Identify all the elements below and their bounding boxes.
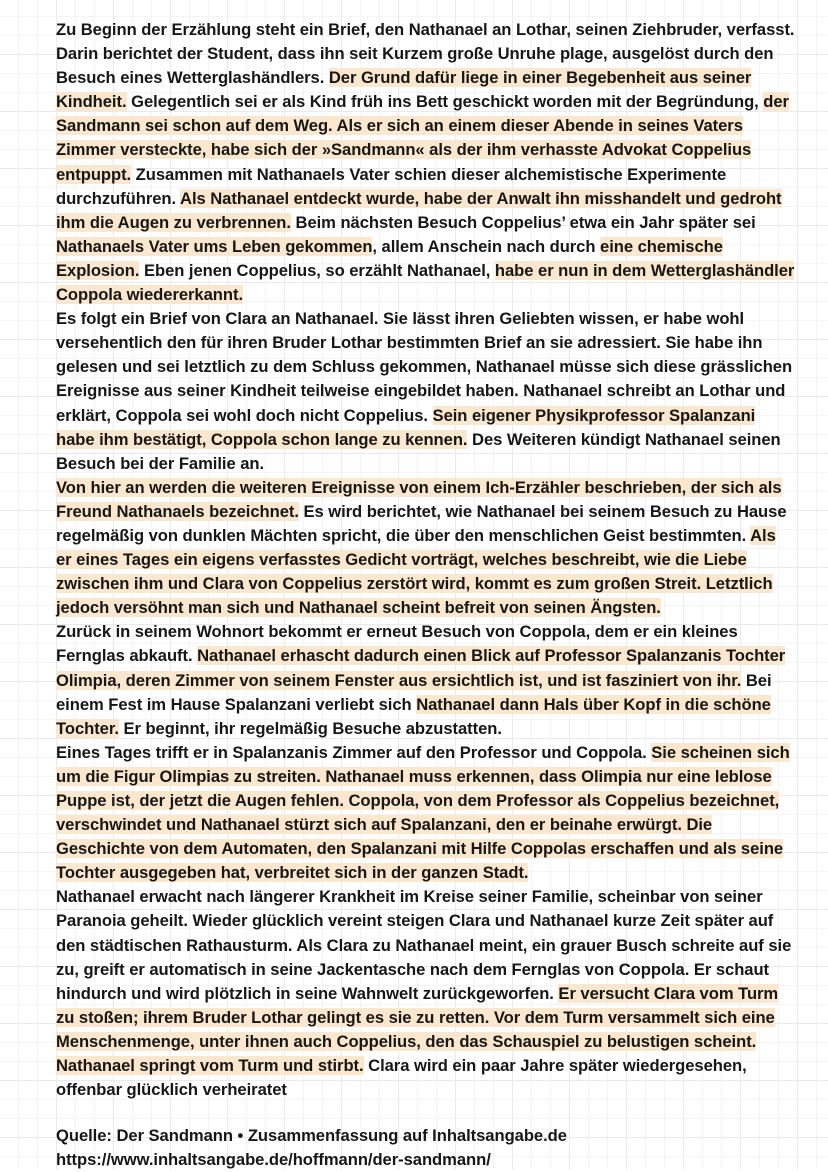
highlighted-text: Nathanael dann Hals über Kopf in die schöne Tochter. bbox=[56, 694, 771, 738]
paragraph bbox=[56, 307, 795, 476]
plain-text: Clara wird ein paar Jahre später wiedergesehen, offenbar glücklich verheiratet bbox=[56, 1056, 747, 1100]
plain-text: Zurück in seinem Wohnort bekommt er erneut Besuch von Coppola, dem er ein kleines Fernglas abkauft. bbox=[56, 622, 738, 666]
plain-text: Es wird berichtet, wie Nathanael bei seinem Besuch zu Hause regelmäßig von dunklen Mächten spricht, die über den menschlichen Geist bestimmten. bbox=[56, 501, 787, 545]
plain-text: , allem Anschein nach durch bbox=[372, 236, 601, 256]
plain-text: Eines Tages trifft er in Spalanzanis Zimmer auf den Professor und Coppola. bbox=[56, 742, 652, 762]
paragraph bbox=[56, 741, 795, 886]
highlighted-text: Sie scheinen sich um die Figur Olimpias zu streiten. Nathanael muss erkennen, dass Olimpia nur eine leblose Puppe ist, der jetzt die Augen fehlen. Coppola, von dem Professor als Coppelius bezeichnet, verschwindet und Nathanael stürzt sich auf Spalanzani, den er beinahe erwürgt. Die Geschichte von dem Automaten, den Spalanzani mit Hilfe Coppolas erschaffen und als seine Tochter ausgegeben hat, verbreitet sich in der ganzen Stadt. bbox=[56, 742, 790, 883]
plain-text: Des Weiteren kündigt Nathanael seinen Besuch bei der Familie an. bbox=[56, 429, 781, 473]
plain-text: Bei einem Fest im Hause Spalanzani verliebt sich bbox=[56, 670, 772, 714]
plain-text: Gelegentlich sei er als Kind früh ins Bett geschickt worden mit der Begründung, bbox=[126, 92, 764, 112]
paragraph bbox=[56, 620, 795, 740]
highlighted-text: Der Grund dafür liege in einer Begebenheit aus seiner Kindheit. bbox=[56, 68, 752, 112]
plain-text: Beim nächsten Besuch Coppelius’ etwa ein Jahr später sei bbox=[290, 212, 756, 232]
summary-text-body bbox=[56, 18, 795, 1172]
highlighted-text: Als Nathanael entdeckt wurde, habe der Anwalt ihn misshandelt und gedroht ihm die Augen zu verbrennen. bbox=[56, 188, 782, 232]
paragraph bbox=[56, 18, 795, 307]
plain-text: Zusammen mit Nathanaels Vater schien dieser alchemistische Experimente durchzuführen. bbox=[56, 164, 727, 208]
highlighted-text: Als er eines Tages ein eigens verfasstes Gedicht vorträgt, welches beschreibt, wie die Liebe zwischen ihm und Clara von Coppelius zerstört wird, kommt es zum großen Streit. Letztlich jedoch versöhnt man sich und Nathanael scheint befreit von seinen Ängsten. bbox=[56, 525, 776, 618]
paragraph bbox=[56, 885, 795, 1102]
plain-text: Er beginnt, ihr regelmäßig Besuche abzustatten. bbox=[118, 718, 502, 738]
highlighted-text: Nathanael erhascht dadurch einen Blick auf Professor Spalanzanis Tochter Olimpia, deren Zimmer von seinem Fenster aus ersichtlich ist, und ist fasziniert von ihr. bbox=[56, 646, 786, 690]
highlighted-text: Sein eigener Physikprofessor Spalanzani habe ihm bestätigt, Coppola schon lange zu kennen. bbox=[56, 405, 756, 449]
highlighted-text: Nathanaels Vater ums Leben gekommen bbox=[56, 236, 373, 256]
plain-text: Eben jenen Coppelius, so erzählt Nathanael, bbox=[139, 260, 495, 280]
highlighted-text: habe er nun in dem Wetterglashändler Coppola wiedererkannt. bbox=[56, 260, 795, 305]
paragraph bbox=[56, 476, 795, 621]
highlighted-text: eine chemische Explosion. bbox=[56, 236, 723, 280]
plain-text: Es folgt ein Brief von Clara an Nathanael. Sie lässt ihren Geliebten wissen, er habe wohl versehentlich den für ihren Bruder Lothar bestimmten Brief an sie adressiert. Sie habe ihn gelesen und sei letztlich zu dem Schluss gekommen, Nathanael müsse sich diese grässlichen Ereignisse aus seiner Kindheit teilweise eingebildet haben. Nathanael schreibt an Lothar und erklärt, Coppola sei wohl doch nicht Coppelius. bbox=[56, 309, 793, 425]
highlighted-text: Er versucht Clara vom Turm zu stoßen; ihrem Bruder Lothar gelingt es sie zu retten. Vor dem Turm versammelt sich eine Menschenmenge, unter ihnen auch Coppelius, den das Schauspiel zu belustigen scheint. Nathanael springt vom Turm und stirbt. bbox=[56, 983, 779, 1076]
plain-text: Nathanael erwacht nach längerer Krankheit im Kreise seiner Familie, scheinbar von seiner Paranoia geheilt. Wieder glücklich vereint steigen Clara und Nathanael kurze Zeit später auf den städtischen Rathausturm. Als Clara zu Nathanael meint, ein grauer Busch schreite auf sie zu, greift er automatisch in seine Jackentasche nach dem Fernglas von Coppola. Er schaut hindurch und wird plötzlich in seine Wahnwelt zurückgeworfen. bbox=[56, 887, 792, 1003]
plain-text: Zu Beginn der Erzählung steht ein Brief, den Nathanael an Lothar, seinen Ziehbruder, verfasst. Darin berichtet der Student, dass ihn seit Kurzem große Unruhe plage, ausgelöst durch den Besuch eines Wetterglashändlers. bbox=[56, 20, 795, 88]
paragraph-list bbox=[56, 18, 795, 1102]
highlighted-text: der Sandmann sei schon auf dem Weg. Als er sich an einem dieser Abende in seines Vaters Zimmer versteckte, habe sich der »Sandmann« als der ihm verhasste Advokat Coppelius entpuppt. bbox=[56, 92, 789, 184]
source-url-line: https://www.inhaltsangabe.de/hoffmann/der-sandmann/ bbox=[56, 1150, 491, 1170]
highlighted-text: Von hier an werden die weiteren Ereignisse von einem Ich-Erzähler beschrieben, der sich als Freund Nathanaels bezeichnet. bbox=[56, 477, 782, 521]
source-credit-line: Quelle: Der Sandmann • Zusammenfassung auf Inhaltsangabe.de bbox=[56, 1126, 567, 1146]
source-block bbox=[56, 1124, 795, 1172]
